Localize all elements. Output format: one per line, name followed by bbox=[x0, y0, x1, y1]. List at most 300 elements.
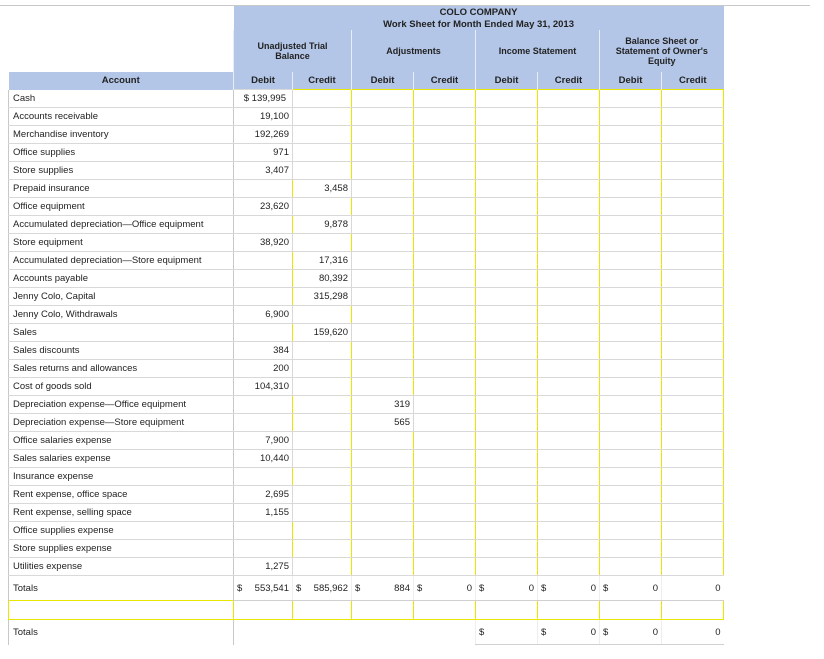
tb-debit-cell[interactable] bbox=[234, 468, 293, 486]
net-income-label-input[interactable] bbox=[9, 601, 234, 620]
tb-credit-cell[interactable] bbox=[293, 90, 352, 108]
is-credit-cell[interactable] bbox=[538, 288, 600, 306]
bs-credit-cell[interactable] bbox=[662, 270, 724, 288]
adj-debit-cell[interactable] bbox=[352, 360, 414, 378]
bs-credit-cell[interactable] bbox=[662, 432, 724, 450]
bs-debit-header: Debit bbox=[600, 72, 662, 90]
bs-credit-cell[interactable] bbox=[662, 540, 724, 558]
adj-debit-cell[interactable] bbox=[352, 90, 414, 108]
adj-credit-cell[interactable] bbox=[414, 468, 476, 486]
adj-credit-cell[interactable] bbox=[414, 144, 476, 162]
is-credit-cell[interactable] bbox=[538, 126, 600, 144]
adj-debit-cell[interactable] bbox=[352, 252, 414, 270]
tb-credit-cell: 17,316 bbox=[293, 252, 352, 270]
account-name: Store supplies bbox=[9, 162, 234, 180]
is-credit-cell[interactable] bbox=[538, 270, 600, 288]
is-credit-cell[interactable] bbox=[538, 414, 600, 432]
account-row bbox=[9, 414, 724, 432]
is-debit-cell[interactable] bbox=[476, 126, 538, 144]
adj-debit-cell[interactable] bbox=[352, 306, 414, 324]
worksheet-title: Work Sheet for Month Ended May 31, 2013 bbox=[234, 18, 724, 30]
tb-credit-cell[interactable] bbox=[293, 162, 352, 180]
adj-credit-cell[interactable] bbox=[414, 378, 476, 396]
is-credit-cell[interactable] bbox=[538, 252, 600, 270]
group-income-statement: Income Statement bbox=[476, 30, 600, 72]
adj-credit-cell[interactable] bbox=[414, 90, 476, 108]
bs-debit-cell[interactable] bbox=[600, 270, 662, 288]
adj-credit-cell[interactable] bbox=[414, 396, 476, 414]
is-debit-cell[interactable] bbox=[476, 342, 538, 360]
bs-credit-total: 0 bbox=[662, 576, 724, 601]
is-debit-header: Debit bbox=[476, 72, 538, 90]
is-debit-cell[interactable] bbox=[476, 486, 538, 504]
is-debit-cell[interactable] bbox=[476, 162, 538, 180]
account-row bbox=[9, 306, 724, 324]
input-cell[interactable] bbox=[600, 601, 662, 620]
tb-credit-cell[interactable] bbox=[293, 108, 352, 126]
tb-debit-cell[interactable] bbox=[234, 522, 293, 540]
bs-debit-cell[interactable] bbox=[600, 378, 662, 396]
input-cell[interactable] bbox=[538, 601, 600, 620]
tb-debit-cell[interactable] bbox=[234, 324, 293, 342]
tb-debit-cell: 3,407 bbox=[234, 162, 293, 180]
account-row bbox=[9, 522, 724, 540]
bs-debit-cell[interactable] bbox=[600, 162, 662, 180]
adj-credit-cell[interactable] bbox=[414, 558, 476, 576]
tb-credit-cell[interactable] bbox=[293, 396, 352, 414]
adj-debit-cell[interactable] bbox=[352, 486, 414, 504]
is-debit-cell[interactable] bbox=[476, 432, 538, 450]
tb-debit-cell: 10,440 bbox=[234, 450, 293, 468]
account-name: Office supplies bbox=[9, 144, 234, 162]
adj-credit-cell[interactable] bbox=[414, 288, 476, 306]
bs-credit-cell[interactable] bbox=[662, 324, 724, 342]
is-debit-cell[interactable] bbox=[476, 90, 538, 108]
is-debit-cell[interactable] bbox=[476, 360, 538, 378]
adj-debit-total: $ 884 bbox=[352, 576, 414, 601]
account-name: Utilities expense bbox=[9, 558, 234, 576]
tb-credit-cell[interactable] bbox=[293, 504, 352, 522]
tb-debit-cell: 38,920 bbox=[234, 234, 293, 252]
tb-debit-cell: 6,900 bbox=[234, 306, 293, 324]
adj-debit-cell[interactable] bbox=[352, 342, 414, 360]
is-credit-cell[interactable] bbox=[538, 504, 600, 522]
is-credit-cell[interactable] bbox=[538, 360, 600, 378]
account-row bbox=[9, 162, 724, 180]
adj-debit-cell: 565 bbox=[352, 414, 414, 432]
bs-debit-cell[interactable] bbox=[600, 252, 662, 270]
bs-credit-cell[interactable] bbox=[662, 90, 724, 108]
tb-debit-cell[interactable] bbox=[234, 288, 293, 306]
is-credit-cell[interactable] bbox=[538, 450, 600, 468]
is-debit-cell[interactable] bbox=[476, 144, 538, 162]
is-debit-cell[interactable] bbox=[476, 558, 538, 576]
tb-debit-cell: 19,100 bbox=[234, 108, 293, 126]
is-credit-cell[interactable] bbox=[538, 432, 600, 450]
account-name: Depreciation expense—Store equipment bbox=[9, 414, 234, 432]
account-name: Rent expense, office space bbox=[9, 486, 234, 504]
tb-debit-cell[interactable] bbox=[234, 396, 293, 414]
is-debit-cell[interactable] bbox=[476, 522, 538, 540]
is-debit-cell[interactable] bbox=[476, 306, 538, 324]
tb-debit-cell[interactable] bbox=[234, 270, 293, 288]
account-row bbox=[9, 360, 724, 378]
account-name: Accounts receivable bbox=[9, 108, 234, 126]
bs-debit-cell[interactable] bbox=[600, 288, 662, 306]
tb-credit-cell[interactable] bbox=[293, 414, 352, 432]
bs-credit-cell[interactable] bbox=[662, 378, 724, 396]
input-cell[interactable] bbox=[414, 601, 476, 620]
account-row bbox=[9, 234, 724, 252]
is-credit-cell[interactable] bbox=[538, 486, 600, 504]
tb-debit-cell[interactable] bbox=[234, 540, 293, 558]
is-debit-cell[interactable] bbox=[476, 396, 538, 414]
bs-debit-cell[interactable] bbox=[600, 414, 662, 432]
tb-credit-cell[interactable] bbox=[293, 126, 352, 144]
is-debit-cell[interactable] bbox=[476, 198, 538, 216]
tb-credit-cell[interactable] bbox=[293, 486, 352, 504]
bs-credit-cell[interactable] bbox=[662, 414, 724, 432]
adj-credit-cell[interactable] bbox=[414, 216, 476, 234]
is-credit-cell[interactable] bbox=[538, 522, 600, 540]
bs-debit-cell[interactable] bbox=[600, 468, 662, 486]
is-debit-cell[interactable] bbox=[476, 180, 538, 198]
account-name: Office supplies expense bbox=[9, 522, 234, 540]
account-row bbox=[9, 450, 724, 468]
tb-credit-cell: 9,878 bbox=[293, 216, 352, 234]
adj-credit-cell[interactable] bbox=[414, 450, 476, 468]
bs-credit-cell[interactable] bbox=[662, 234, 724, 252]
adj-credit-cell[interactable] bbox=[414, 252, 476, 270]
bs-credit-cell[interactable] bbox=[662, 288, 724, 306]
adj-debit-cell[interactable] bbox=[352, 144, 414, 162]
account-row bbox=[9, 126, 724, 144]
adj-debit-cell[interactable] bbox=[352, 126, 414, 144]
account-name: Sales returns and allowances bbox=[9, 360, 234, 378]
is-credit-cell[interactable] bbox=[538, 90, 600, 108]
is-credit-cell[interactable] bbox=[538, 144, 600, 162]
final-totals-label: Totals bbox=[9, 620, 234, 645]
account-row bbox=[9, 252, 724, 270]
is-credit-cell[interactable] bbox=[538, 180, 600, 198]
bs-credit-cell[interactable] bbox=[662, 486, 724, 504]
tb-credit-cell[interactable] bbox=[293, 432, 352, 450]
tb-credit-cell: 3,458 bbox=[293, 180, 352, 198]
adj-credit-cell[interactable] bbox=[414, 324, 476, 342]
bs-debit-cell[interactable] bbox=[600, 504, 662, 522]
tb-credit-cell[interactable] bbox=[293, 306, 352, 324]
account-row bbox=[9, 198, 724, 216]
bs-credit-cell[interactable] bbox=[662, 108, 724, 126]
is-credit-final: $ 0 bbox=[538, 620, 600, 645]
bs-debit-cell[interactable] bbox=[600, 90, 662, 108]
is-credit-header: Credit bbox=[538, 72, 600, 90]
account-name: Cash bbox=[9, 90, 234, 108]
adj-credit-cell[interactable] bbox=[414, 360, 476, 378]
account-name: Accumulated depreciation—Store equipment bbox=[9, 252, 234, 270]
tb-debit-cell: 1,275 bbox=[234, 558, 293, 576]
bs-credit-cell[interactable] bbox=[662, 396, 724, 414]
bs-credit-cell[interactable] bbox=[662, 144, 724, 162]
input-cell[interactable] bbox=[352, 601, 414, 620]
account-row bbox=[9, 324, 724, 342]
is-debit-total: $ 0 bbox=[476, 576, 538, 601]
bs-credit-cell[interactable] bbox=[662, 180, 724, 198]
bs-debit-cell[interactable] bbox=[600, 342, 662, 360]
bs-debit-cell[interactable] bbox=[600, 558, 662, 576]
bs-credit-cell[interactable] bbox=[662, 558, 724, 576]
is-credit-cell[interactable] bbox=[538, 162, 600, 180]
adj-credit-cell[interactable] bbox=[414, 126, 476, 144]
is-debit-final: $ bbox=[476, 620, 538, 645]
group-balance-sheet: Balance Sheet or Statement of Owner's Equity bbox=[600, 30, 724, 72]
input-cell[interactable] bbox=[234, 601, 293, 620]
tb-debit-cell[interactable] bbox=[234, 180, 293, 198]
bs-credit-cell[interactable] bbox=[662, 306, 724, 324]
adj-debit-cell[interactable] bbox=[352, 216, 414, 234]
is-credit-cell[interactable] bbox=[538, 540, 600, 558]
tb-credit-cell[interactable] bbox=[293, 144, 352, 162]
adj-debit-cell[interactable] bbox=[352, 432, 414, 450]
tb-credit-cell[interactable] bbox=[293, 558, 352, 576]
adj-credit-cell[interactable] bbox=[414, 162, 476, 180]
adj-debit-cell[interactable] bbox=[352, 540, 414, 558]
group-adjustments: Adjustments bbox=[352, 30, 476, 72]
account-row bbox=[9, 558, 724, 576]
is-credit-total: $ 0 bbox=[538, 576, 600, 601]
is-debit-cell[interactable] bbox=[476, 378, 538, 396]
account-name: Prepaid insurance bbox=[9, 180, 234, 198]
account-row bbox=[9, 270, 724, 288]
adj-credit-cell[interactable] bbox=[414, 414, 476, 432]
adj-debit-cell[interactable] bbox=[352, 162, 414, 180]
account-name: Store equipment bbox=[9, 234, 234, 252]
tb-debit-cell: 1,155 bbox=[234, 504, 293, 522]
tb-credit-cell[interactable] bbox=[293, 234, 352, 252]
input-cell[interactable] bbox=[662, 601, 724, 620]
is-credit-cell[interactable] bbox=[538, 198, 600, 216]
account-name: Accounts payable bbox=[9, 270, 234, 288]
tb-credit-cell[interactable] bbox=[293, 468, 352, 486]
bs-debit-cell[interactable] bbox=[600, 216, 662, 234]
account-row bbox=[9, 288, 724, 306]
is-credit-cell[interactable] bbox=[538, 342, 600, 360]
bs-credit-cell[interactable] bbox=[662, 126, 724, 144]
tb-debit-cell: 192,269 bbox=[234, 126, 293, 144]
account-name: Office equipment bbox=[9, 198, 234, 216]
account-row bbox=[9, 144, 724, 162]
tb-debit-cell: $ 139,995 bbox=[234, 90, 293, 108]
adj-debit-cell: 319 bbox=[352, 396, 414, 414]
totals-label: Totals bbox=[9, 576, 234, 601]
tb-credit-cell[interactable] bbox=[293, 198, 352, 216]
is-debit-cell[interactable] bbox=[476, 216, 538, 234]
adj-credit-cell[interactable] bbox=[414, 180, 476, 198]
tb-credit-cell[interactable] bbox=[293, 360, 352, 378]
tb-credit-cell[interactable] bbox=[293, 522, 352, 540]
account-name: Depreciation expense—Office equipment bbox=[9, 396, 234, 414]
adj-debit-cell[interactable] bbox=[352, 198, 414, 216]
account-row bbox=[9, 486, 724, 504]
adj-debit-header: Debit bbox=[352, 72, 414, 90]
bs-debit-cell[interactable] bbox=[600, 180, 662, 198]
is-credit-cell[interactable] bbox=[538, 324, 600, 342]
adj-debit-cell[interactable] bbox=[352, 270, 414, 288]
tb-credit-cell[interactable] bbox=[293, 450, 352, 468]
adj-credit-cell[interactable] bbox=[414, 234, 476, 252]
is-debit-cell[interactable] bbox=[476, 450, 538, 468]
is-debit-cell[interactable] bbox=[476, 234, 538, 252]
adj-debit-cell[interactable] bbox=[352, 180, 414, 198]
tb-credit-cell: 159,620 bbox=[293, 324, 352, 342]
group-unadjusted: Unadjusted Trial Balance bbox=[234, 30, 352, 72]
bs-debit-cell[interactable] bbox=[600, 198, 662, 216]
tb-credit-cell[interactable] bbox=[293, 378, 352, 396]
account-row bbox=[9, 108, 724, 126]
is-credit-cell[interactable] bbox=[538, 378, 600, 396]
bs-debit-cell[interactable] bbox=[600, 324, 662, 342]
is-credit-cell[interactable] bbox=[538, 468, 600, 486]
adj-debit-cell[interactable] bbox=[352, 108, 414, 126]
is-credit-cell[interactable] bbox=[538, 558, 600, 576]
bs-credit-cell[interactable] bbox=[662, 198, 724, 216]
bs-debit-cell[interactable] bbox=[600, 450, 662, 468]
worksheet-table bbox=[8, 6, 724, 645]
tb-debit-header: Debit bbox=[234, 72, 293, 90]
tb-credit-header: Credit bbox=[293, 72, 352, 90]
account-name: Store supplies expense bbox=[9, 540, 234, 558]
is-debit-cell[interactable] bbox=[476, 540, 538, 558]
account-row bbox=[9, 180, 724, 198]
is-credit-cell[interactable] bbox=[538, 108, 600, 126]
adj-debit-cell[interactable] bbox=[352, 522, 414, 540]
bs-credit-cell[interactable] bbox=[662, 360, 724, 378]
bs-credit-cell[interactable] bbox=[662, 162, 724, 180]
tb-credit-cell: 80,392 bbox=[293, 270, 352, 288]
bs-debit-cell[interactable] bbox=[600, 144, 662, 162]
adj-credit-cell[interactable] bbox=[414, 504, 476, 522]
account-row bbox=[9, 342, 724, 360]
adj-credit-cell[interactable] bbox=[414, 198, 476, 216]
bs-debit-cell[interactable] bbox=[600, 234, 662, 252]
tb-debit-cell: 971 bbox=[234, 144, 293, 162]
bs-credit-cell[interactable] bbox=[662, 342, 724, 360]
adj-debit-cell[interactable] bbox=[352, 450, 414, 468]
bs-credit-cell[interactable] bbox=[662, 504, 724, 522]
tb-credit-cell: 315,298 bbox=[293, 288, 352, 306]
adj-debit-cell[interactable] bbox=[352, 504, 414, 522]
bs-debit-cell[interactable] bbox=[600, 540, 662, 558]
is-debit-cell[interactable] bbox=[476, 252, 538, 270]
account-row bbox=[9, 540, 724, 558]
bs-debit-total: $ 0 bbox=[600, 576, 662, 601]
adj-credit-cell[interactable] bbox=[414, 270, 476, 288]
is-debit-cell[interactable] bbox=[476, 468, 538, 486]
tb-credit-total: $ 585,962 bbox=[293, 576, 352, 601]
bs-debit-cell[interactable] bbox=[600, 360, 662, 378]
account-row bbox=[9, 468, 724, 486]
account-name: Jenny Colo, Withdrawals bbox=[9, 306, 234, 324]
bs-debit-cell[interactable] bbox=[600, 126, 662, 144]
bs-debit-cell[interactable] bbox=[600, 396, 662, 414]
is-debit-cell[interactable] bbox=[476, 414, 538, 432]
bs-credit-cell[interactable] bbox=[662, 522, 724, 540]
is-credit-cell[interactable] bbox=[538, 396, 600, 414]
adj-debit-cell[interactable] bbox=[352, 378, 414, 396]
account-row bbox=[9, 378, 724, 396]
tb-debit-total: $ 553,541 bbox=[234, 576, 293, 601]
tb-debit-cell[interactable] bbox=[234, 252, 293, 270]
account-row bbox=[9, 90, 724, 108]
account-name: Sales bbox=[9, 324, 234, 342]
is-debit-cell[interactable] bbox=[476, 504, 538, 522]
bs-debit-cell[interactable] bbox=[600, 522, 662, 540]
is-credit-cell[interactable] bbox=[538, 306, 600, 324]
adj-credit-cell[interactable] bbox=[414, 342, 476, 360]
is-credit-cell[interactable] bbox=[538, 234, 600, 252]
account-column-header: Account bbox=[9, 72, 234, 90]
bs-credit-final: 0 bbox=[662, 620, 724, 645]
adj-credit-cell[interactable] bbox=[414, 486, 476, 504]
bs-credit-cell[interactable] bbox=[662, 216, 724, 234]
adj-debit-cell[interactable] bbox=[352, 288, 414, 306]
adj-debit-cell[interactable] bbox=[352, 234, 414, 252]
adj-debit-cell[interactable] bbox=[352, 324, 414, 342]
bs-debit-cell[interactable] bbox=[600, 306, 662, 324]
account-row bbox=[9, 396, 724, 414]
tb-credit-cell[interactable] bbox=[293, 540, 352, 558]
account-row bbox=[9, 504, 724, 522]
adj-credit-cell[interactable] bbox=[414, 306, 476, 324]
bs-debit-final: $ 0 bbox=[600, 620, 662, 645]
is-credit-cell[interactable] bbox=[538, 216, 600, 234]
account-row bbox=[9, 432, 724, 450]
tb-debit-cell[interactable] bbox=[234, 216, 293, 234]
bs-credit-cell[interactable] bbox=[662, 468, 724, 486]
account-name: Jenny Colo, Capital bbox=[9, 288, 234, 306]
input-cell[interactable] bbox=[476, 601, 538, 620]
is-debit-cell[interactable] bbox=[476, 270, 538, 288]
is-debit-cell[interactable] bbox=[476, 288, 538, 306]
account-name: Sales discounts bbox=[9, 342, 234, 360]
adj-credit-cell[interactable] bbox=[414, 522, 476, 540]
tb-debit-cell: 200 bbox=[234, 360, 293, 378]
adj-credit-cell[interactable] bbox=[414, 432, 476, 450]
adj-credit-total: $ 0 bbox=[414, 576, 476, 601]
adj-debit-cell[interactable] bbox=[352, 558, 414, 576]
tb-debit-cell: 2,695 bbox=[234, 486, 293, 504]
adj-credit-cell[interactable] bbox=[414, 540, 476, 558]
bs-debit-cell[interactable] bbox=[600, 432, 662, 450]
tb-debit-cell: 384 bbox=[234, 342, 293, 360]
adj-credit-cell[interactable] bbox=[414, 108, 476, 126]
bs-credit-cell[interactable] bbox=[662, 252, 724, 270]
account-name: Sales salaries expense bbox=[9, 450, 234, 468]
final-totals-row bbox=[9, 620, 724, 645]
bs-debit-cell[interactable] bbox=[600, 108, 662, 126]
bs-debit-cell[interactable] bbox=[600, 486, 662, 504]
tb-credit-cell[interactable] bbox=[293, 342, 352, 360]
account-row bbox=[9, 216, 724, 234]
bs-credit-cell[interactable] bbox=[662, 450, 724, 468]
is-debit-cell[interactable] bbox=[476, 108, 538, 126]
account-name: Rent expense, selling space bbox=[9, 504, 234, 522]
input-cell[interactable] bbox=[293, 601, 352, 620]
tb-debit-cell[interactable] bbox=[234, 414, 293, 432]
is-debit-cell[interactable] bbox=[476, 324, 538, 342]
adj-debit-cell[interactable] bbox=[352, 468, 414, 486]
adj-credit-header: Credit bbox=[414, 72, 476, 90]
